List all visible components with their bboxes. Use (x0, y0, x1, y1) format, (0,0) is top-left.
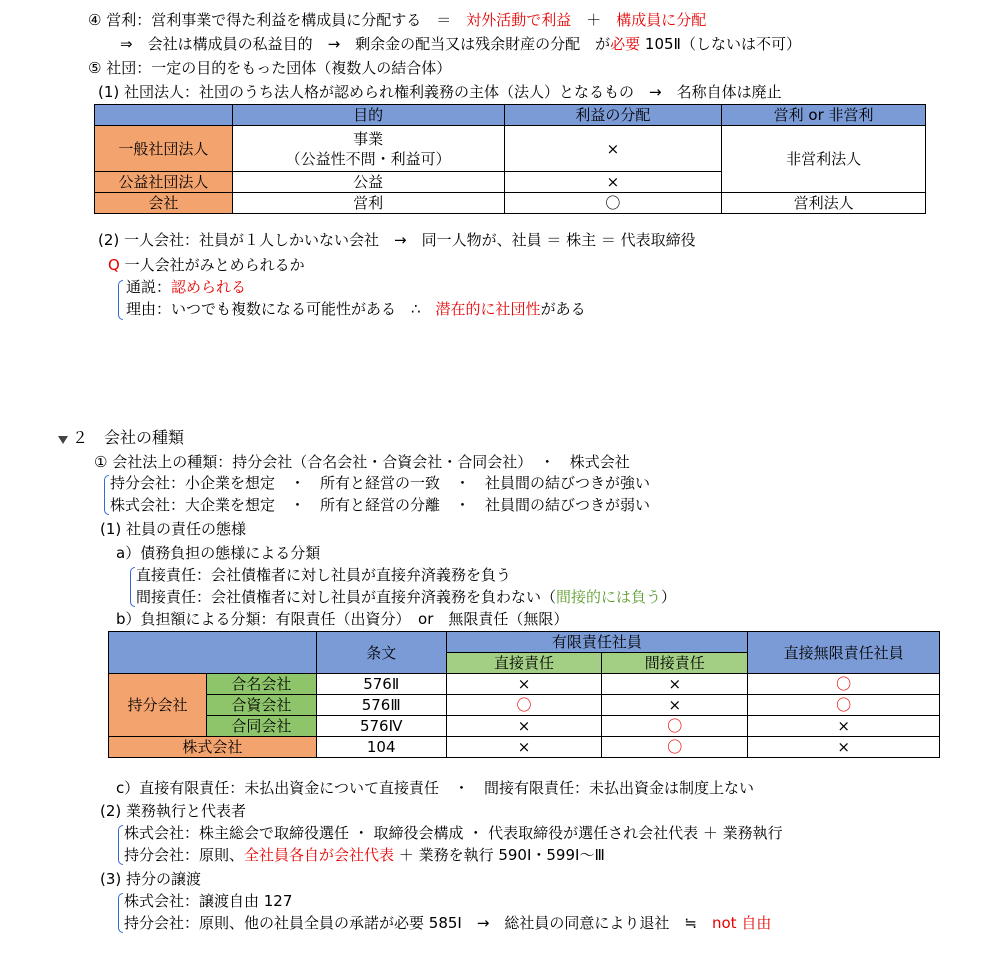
shadan-table (94, 104, 926, 214)
cell-goshi-indirect: × (602, 695, 748, 716)
cell-godo-indirect: 〇 (602, 716, 748, 737)
line-mochibun: 持分会社：小企業を想定 ・ 所有と経営の一致 ・ 社員間の結びつきが強い (110, 474, 651, 492)
bracket-answer (118, 280, 123, 320)
line-a: a）債務負担の態様による分類 (116, 544, 321, 562)
line-gyomu-mochi: 持分会社：原則、全社員各自が会社代表 ＋ 業務を執行 590Ⅰ・599Ⅰ～Ⅲ (124, 846, 605, 864)
cell-kabu-indirect: 〇 (602, 737, 748, 758)
collapse-triangle-icon[interactable] (58, 436, 68, 444)
line-joto-kabu: 株式会社：譲渡自由 127 (124, 892, 293, 910)
header-direct: 直接責任 (446, 653, 602, 674)
cell-kaisha-purpose: 営利 (232, 193, 504, 214)
line-kabushiki: 株式会社：大企業を想定 ・ 所有と経営の分離 ・ 社員間の結びつきが弱い (110, 496, 651, 514)
cell-gomei-indirect: × (602, 674, 748, 695)
cell-ippan-profit: × (504, 126, 722, 172)
row-goshi: 合資会社 (206, 695, 316, 716)
row-ippan: 一般社団法人 (95, 126, 233, 172)
bracket-gyomu (118, 825, 123, 865)
line-joto: (3) 持分の譲渡 (100, 870, 202, 888)
line-gyomu: (2) 業務執行と代表者 (100, 802, 247, 820)
group-mochibun: 持分会社 (109, 674, 207, 737)
answer-riyu: 理由：いつでも複数になる可能性がある ∴ 潜在的に社団性がある (126, 300, 586, 318)
row-kaisha: 会社 (95, 193, 233, 214)
table2-corner (109, 632, 317, 674)
cell-goshi-direct: 〇 (446, 695, 602, 716)
cell-kabu-unlimited: × (748, 737, 940, 758)
cell-ippan-purpose: 事業 （公益性不問・利益可） (232, 126, 504, 172)
line-hitori-kaisha: (2) 一人会社：社員が１人しかいない会社 → 同一人物が、社員 ＝ 株主 ＝ 代表取締役 (98, 231, 696, 249)
cell-gomei-direct: × (446, 674, 602, 695)
cell-gomei-unlimited: 〇 (748, 674, 940, 695)
line-shadan-hojin: (1) 社団法人：社団のうち法人格が認められ権利義務の主体（法人）となるもの → 名称自体は廃止 (98, 83, 782, 101)
cell-godo-unlimited: × (748, 716, 940, 737)
row-godo: 合同会社 (206, 716, 316, 737)
header-limited: 有限責任社員 (446, 632, 748, 653)
cell-godo-direct: × (446, 716, 602, 737)
cell-koeki-profit: × (504, 172, 722, 193)
row-gomei: 合名会社 (206, 674, 316, 695)
line-c: c）直接有限責任：未払出資金について直接責任 ・ 間接有限責任：未払出資金は制度上ない (116, 779, 754, 797)
cell-godo-article: 576Ⅳ (316, 716, 446, 737)
line-gyomu-kabu: 株式会社：株主総会で取締役選任 ・ 取締役会構成 ・ 代表取締役が選任され会社代表 ＋ 業務執行 (124, 824, 783, 842)
cell-kaisha-type: 営利法人 (722, 193, 926, 214)
header-article: 条文 (316, 632, 446, 674)
line-sekinin: (1) 社員の責任の態様 (100, 520, 247, 538)
bracket-types (104, 475, 109, 515)
line-kaisha-shieki: ⇒ 会社は構成員の私益目的 → 剰余金の配当又は残余財産の分配 が必要 105Ⅱ（しないは不可） (120, 35, 801, 53)
section-heading: ２ 会社の種類 (72, 428, 185, 447)
row-kabushiki: 株式会社 (109, 737, 317, 758)
line-shadan: ⑤ 社団：一定の目的をもった団体（複数人の結合体） (88, 59, 452, 77)
bracket-sekinin (130, 567, 135, 607)
row-koeki: 公益社団法人 (95, 172, 233, 193)
header-indirect: 間接責任 (602, 653, 748, 674)
kaisha-table (108, 631, 940, 758)
cell-koeki-purpose: 公益 (232, 172, 504, 193)
cell-goshi-article: 576Ⅲ (316, 695, 446, 716)
line-b: b）負担額による分類：有限責任（出資分） or 無限責任（無限） (116, 610, 569, 628)
line-joto-mochi: 持分会社：原則、他の社員全員の承諾が必要 585Ⅰ → 総社員の同意により退社 ≒ not 自由 (124, 914, 772, 932)
cell-kabu-article: 104 (316, 737, 446, 758)
question-line: Q 一人会社がみとめられるか (108, 256, 305, 274)
header-unlimited: 直接無限責任社員 (748, 632, 940, 674)
line-eiri: ④ 営利：営利事業で得た利益を構成員に分配する ＝ 対外活動で利益 ＋ 構成員に分配 (88, 11, 707, 29)
header-type: 営利 or 非営利 (722, 105, 926, 126)
cell-kabu-direct: × (446, 737, 602, 758)
line-types: ① 会社法上の種類：持分会社（合名会社・合資会社・合同会社） ・ 株式会社 (94, 453, 630, 471)
bracket-joto (118, 893, 123, 933)
line-kansetsu: 間接責任：会社債権者に対し社員が直接弁済義務を負わない（間接的には負う） (136, 588, 677, 606)
table-corner (95, 105, 233, 126)
header-profit: 利益の分配 (504, 105, 722, 126)
line-chokusetsu: 直接責任：会社債権者に対し社員が直接弁済義務を負う (136, 566, 512, 584)
cell-gomei-article: 576Ⅱ (316, 674, 446, 695)
cell-kaisha-profit: 〇 (504, 193, 722, 214)
cell-nonprofit: 非営利法人 (722, 126, 926, 193)
answer-tsusetsu: 通説：認められる (126, 278, 247, 296)
cell-goshi-unlimited: 〇 (748, 695, 940, 716)
header-purpose: 目的 (232, 105, 504, 126)
